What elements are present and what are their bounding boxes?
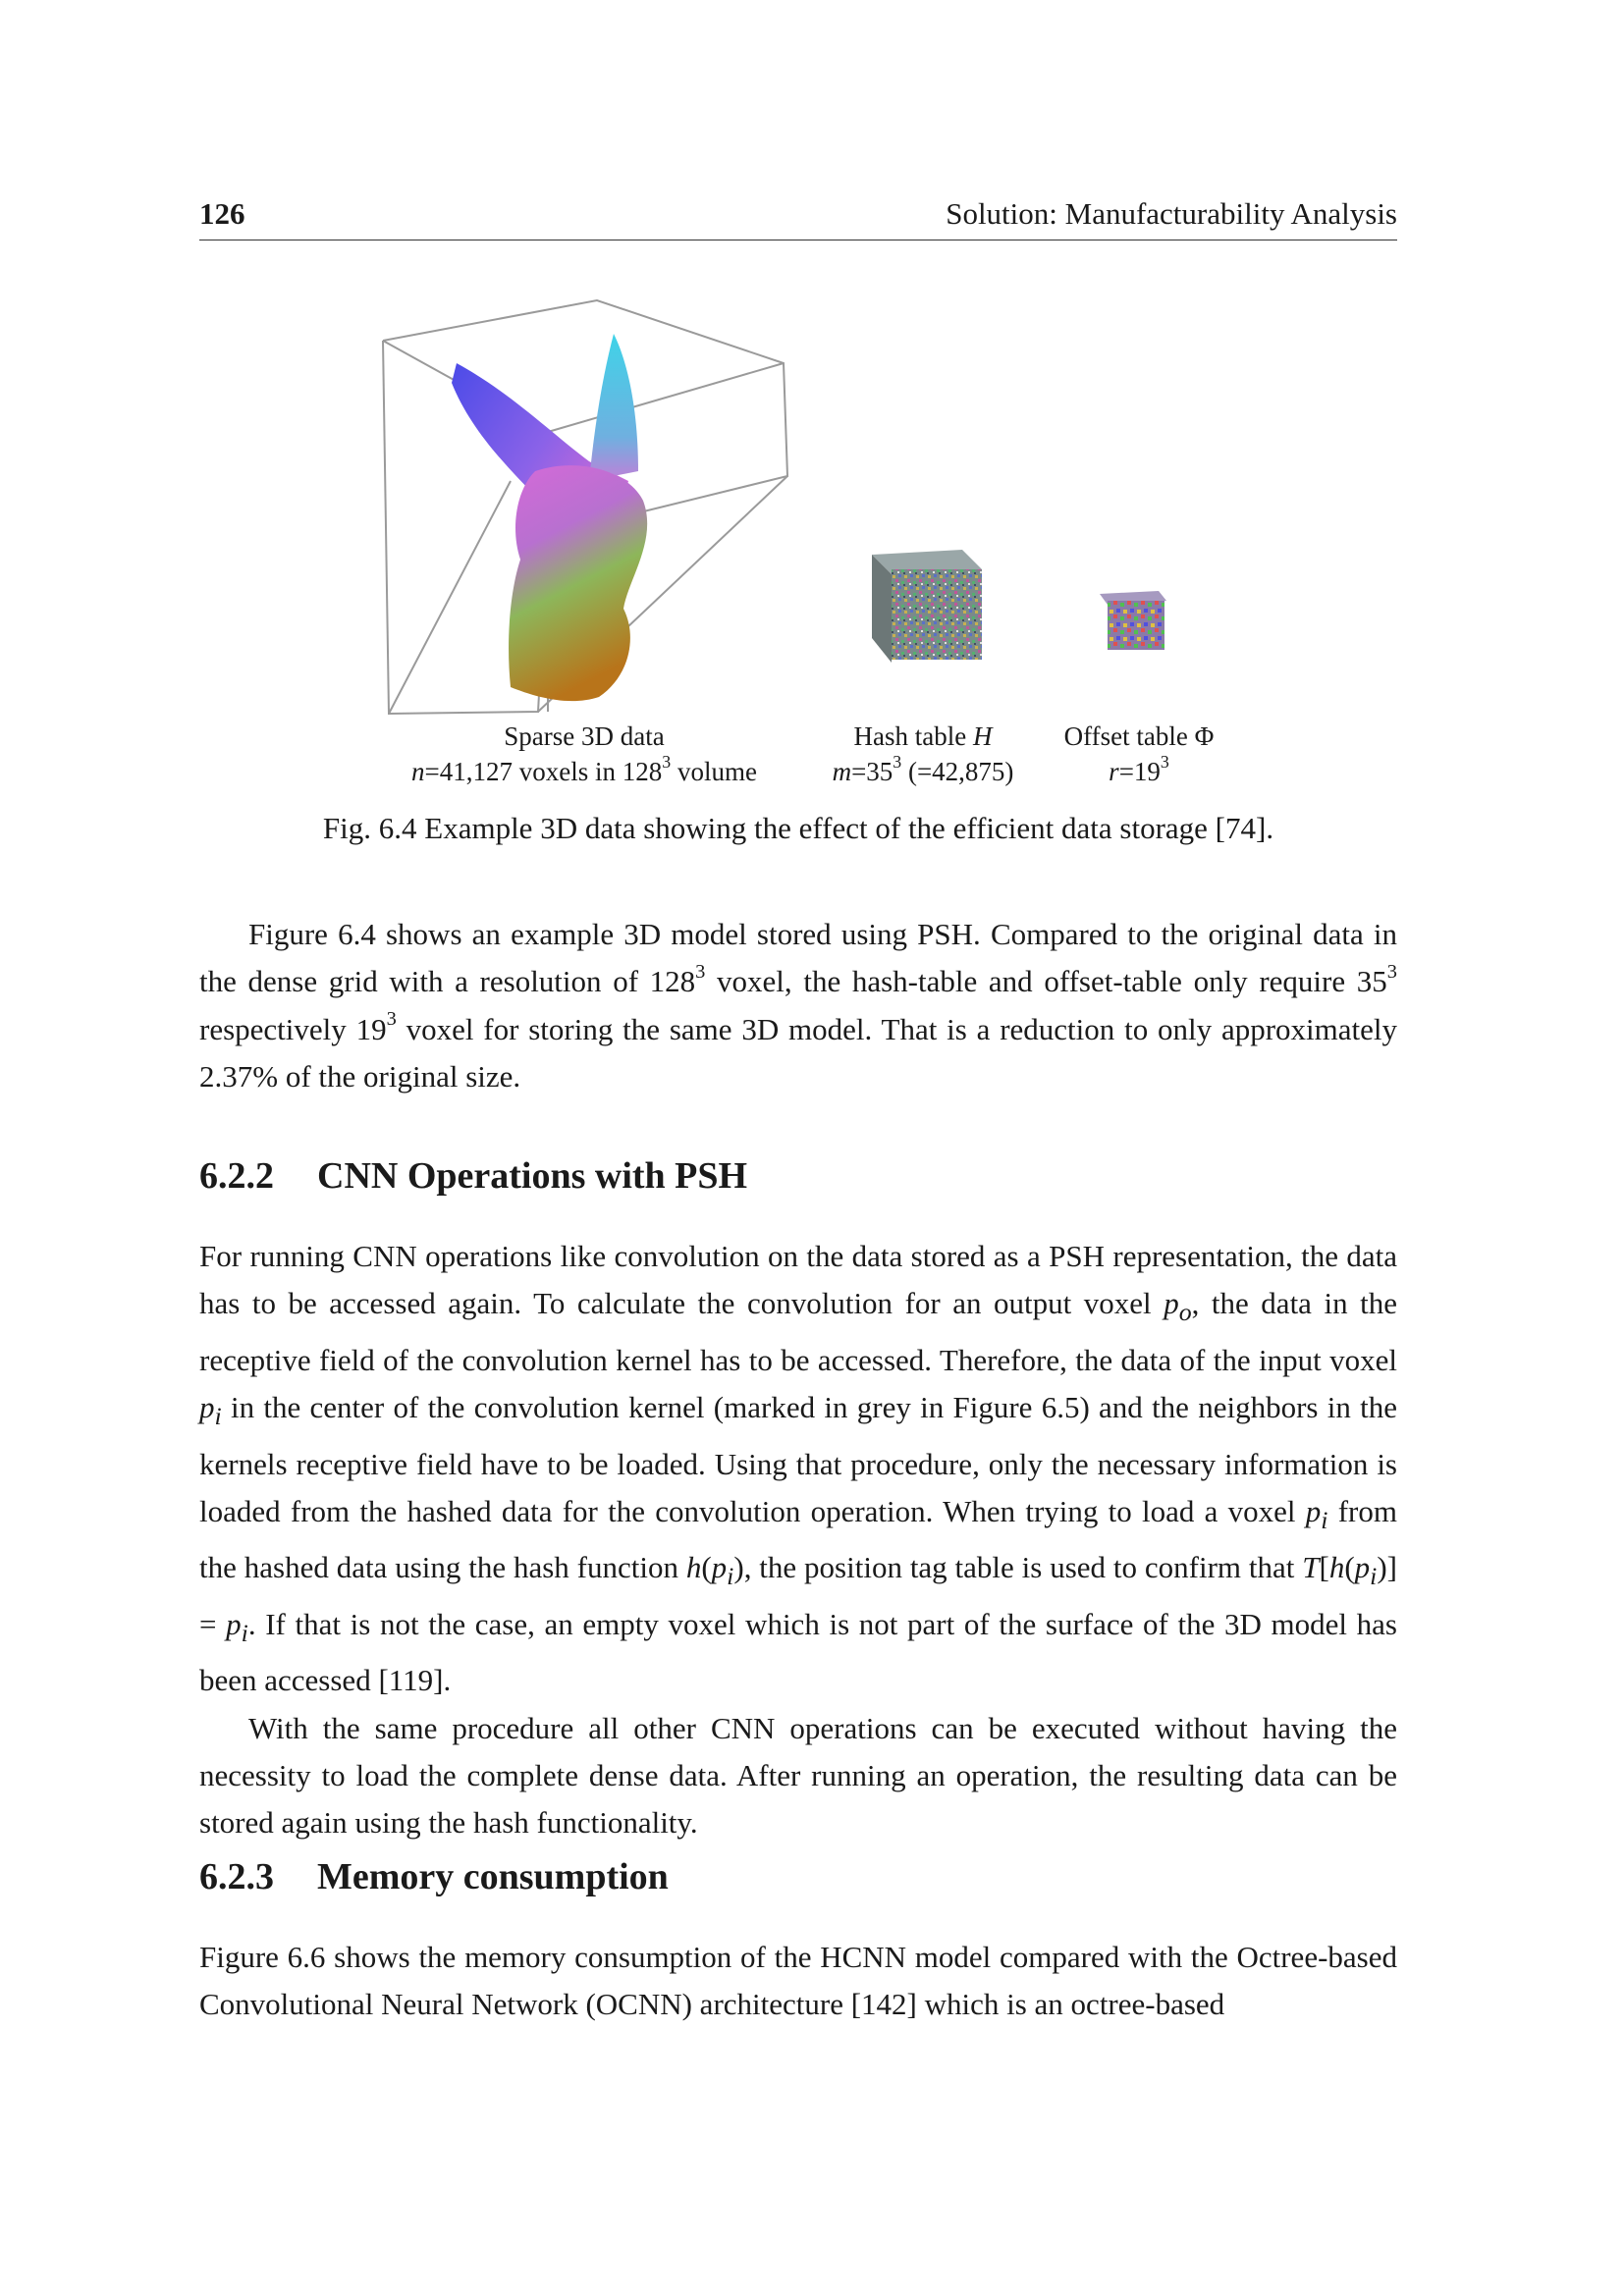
section-heading-6-2-2: [199, 1154, 747, 1198]
section-title: CNN Operations with PSH: [317, 1155, 748, 1197]
paragraph-intro: Figure 6.4 shows an example 3D model stored using PSH. Compared to the original data in the dense grid with a resolution of $128^3$ voxel, the hash-table and offset-table only require $35^3$ respectively $19^3$ voxel for storing the same 3D model. That is a reduction to only approximately 2.37% of the original size.: [199, 917, 1397, 1094]
offset-table-stats: $r=19^3$: [1109, 752, 1169, 786]
hash-table-stats: $m=35^3$ (=42,875): [832, 752, 1014, 786]
page-number: 126: [199, 196, 245, 231]
hash-table-label: [815, 719, 1031, 789]
sparse-3d-model: [452, 334, 647, 701]
running-header: [199, 196, 1397, 240]
figure-caption: Fig. 6.4 Example 3D data showing the effect of the efficient data storage [74].: [322, 811, 1274, 845]
offset-table-cube: [1100, 591, 1166, 650]
figure-6-4: [0, 285, 1624, 815]
hash-table-title: Hash table H: [853, 721, 993, 751]
sparse-data-label: [353, 719, 815, 789]
sparse-data-stats: n=41,127 voxels in $128^3$ volume: [411, 752, 757, 786]
offset-table-title: Offset table Φ: [1063, 721, 1215, 751]
running-title: Solution: Manufacturability Analysis: [946, 196, 1397, 231]
paragraph-cnn-operations: For running CNN operations like convolution on the data stored as a PSH representation, the data has to be accessed again. To calculate the convolution for an output voxel $p_o$, the data in the receptive field of the convolution kernel has to be accessed. Therefore, the data of the input voxel $p_i$ in the center of the convolution kernel (marked in grey in Figure 6.5) and the neighbors in the kernels receptive field have to be loaded. Using that procedure, only the necessary information is loaded from the hashed data for the convolution operation. When trying to load a voxel $p_i$ from the hashed data using the hash function $h(p_i)$, the position tag table is used to confirm that $T[h(p_i)] = p_i$. If that is not the case, an empty voxel which is not part of the surface of the 3D model has been accessed [119]. With the same procedure all other CNN operations can be executed without having the necessity to load the complete dense data. After running an operation, the resulting data can be stored again using the hash functionality.: [199, 1233, 1397, 1847]
section-heading-6-2-3: [199, 1855, 669, 1898]
hash-table-cube: [872, 550, 982, 663]
paragraph-memory: Figure 6.6 shows the memory consumption of the HCNN model compared with the Octree-based Convolutional Neural Network (OCNN) architecture [142] which is an octree-based: [199, 1940, 1397, 2022]
offset-table-label: [1041, 719, 1237, 789]
paragraph-procedure: With the same procedure all other CNN operations can be executed without having the necessity to load the complete dense data. After running an operation, the resulting data can be stored again using the hash functionality.: [199, 1710, 1397, 1841]
section-title: Memory consumption: [317, 1856, 669, 1897]
section-number: 6.2.2: [199, 1155, 274, 1197]
sparse-data-title: Sparse 3D data: [504, 721, 665, 751]
section-number: 6.2.3: [199, 1856, 274, 1897]
